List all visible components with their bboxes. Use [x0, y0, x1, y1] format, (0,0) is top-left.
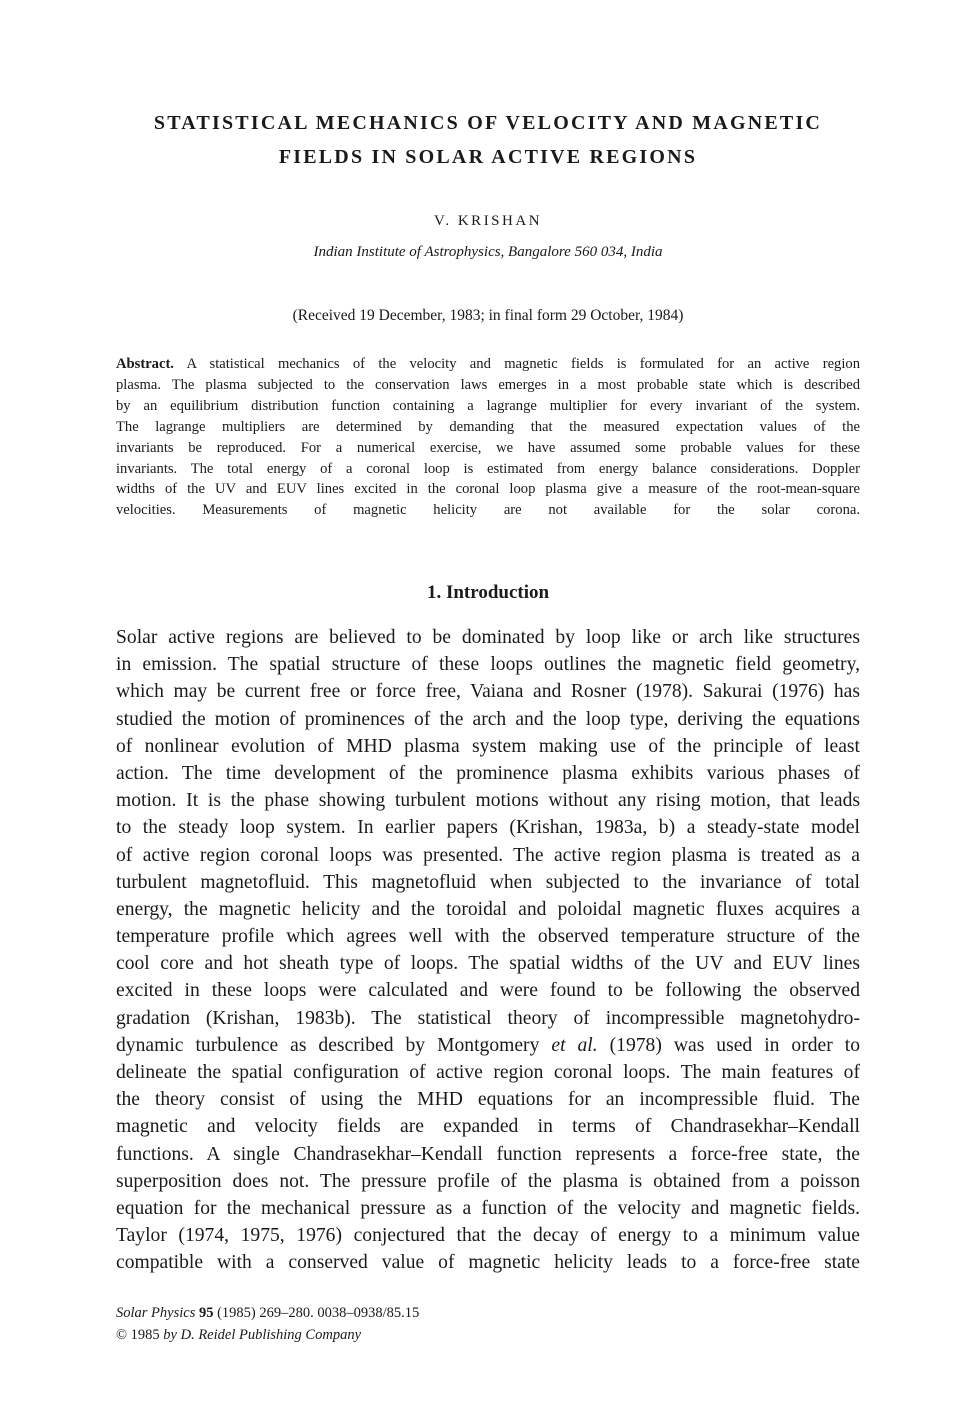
body-text: (1978) was used in order to [597, 1034, 860, 1056]
abstract-text-5: invariants be reproduced. For a numerical exercise, we have assumed some probable values for these [116, 439, 860, 456]
body-line: compatible with a conserved value of magnetic helicity leads to a force-free state [116, 1252, 860, 1274]
body-line: in emission. The spatial structure of these loops outlines the magnetic field geometry, [116, 654, 860, 676]
title-line-2: FIELDS IN SOLAR ACTIVE REGIONS [278, 146, 698, 168]
body-line: functions. A single Chandrasekhar–Kendall function represents a force-free state, the [116, 1143, 860, 1165]
body-line: Solar active regions are believed to be dominated by loop like or arch like structures [116, 627, 860, 648]
abstract-text-4: The lagrange multipliers are determined by demanding that the measured expectation values of the [116, 418, 860, 435]
page-footer [116, 1302, 860, 1346]
abstract-text-8: velocities. Measurements of magnetic helicity are not available for the solar corona. [116, 502, 860, 519]
abstract-text-1: A statistical mechanics of the velocity and magnetic fields is formulated for an active region [173, 356, 860, 372]
introduction-body [116, 624, 860, 1277]
body-line: equation for the mechanical pressure as a function of the velocity and magnetic fields. [116, 1197, 860, 1219]
body-line: Taylor (1974, 1975, 1976) conjectured that the decay of energy to a minimum value [116, 1225, 860, 1247]
body-line: energy, the magnetic helicity and the toroidal and poloidal magnetic fluxes acquires a [116, 898, 860, 920]
body-italic-et-al: et al. [551, 1034, 598, 1056]
journal-citation [116, 1302, 860, 1324]
author-affiliation: Indian Institute of Astrophysics, Bangalore 560 034, India [313, 244, 663, 260]
body-line: gradation (Krishan, 1983b). The statistical theory of incompressible magnetohydro- [116, 1007, 860, 1029]
body-line: which may be current free or force free, Vaiana and Rosner (1978). Sakurai (1976) has [116, 681, 860, 703]
abstract-first-line [116, 354, 860, 375]
body-line: temperature profile which agrees well with the observed temperature structure of the [116, 926, 860, 948]
paper-title [116, 106, 860, 174]
author-name: V. KRISHAN [433, 213, 543, 229]
abstract-text-6: invariants. The total energy of a coronal loop is estimated from energy balance considerations. Doppler [116, 460, 860, 477]
abstract [116, 354, 860, 521]
abstract-text-3: by an equilibrium distribution function containing a lagrange multiplier for every invariant of the system. [116, 397, 860, 414]
body-line: excited in these loops were calculated and were found to be following the observed [116, 980, 860, 1002]
copyright-line [116, 1324, 860, 1346]
body-line: magnetic and velocity fields are expanded in terms of Chandrasekhar–Kendall [116, 1116, 860, 1138]
body-line: the theory consist of using the MHD equations for an incompressible fluid. The [116, 1089, 860, 1111]
body-line: of active region coronal loops was presented. The active region plasma is treated as a [116, 844, 860, 866]
copyright-year: © 1985 [116, 1327, 164, 1343]
journal-volume: 95 [198, 1305, 214, 1321]
body-line: superposition does not. The pressure profile of the plasma is obtained from a poisson [116, 1170, 860, 1192]
abstract-text-7: widths of the UV and EUV lines excited in the coronal loop plasma give a measure of the root-mean-square [116, 481, 860, 498]
publisher-name: by D. Reidel Publishing Company [163, 1327, 362, 1343]
body-text: dynamic turbulence as described by Montgomery [116, 1034, 540, 1056]
body-line: studied the motion of prominences of the arch and the loop type, deriving the equations [116, 708, 860, 730]
body-line: motion. It is the phase showing turbulent motions without any rising motion, that leads [116, 790, 860, 812]
received-dates: (Received 19 December, 1983; in final form 29 October, 1984) [292, 307, 684, 324]
body-line: of nonlinear evolution of MHD plasma system making use of the principle of least [116, 735, 860, 757]
body-line: turbulent magnetofluid. This magnetofluid when subjected to the invariance of total [116, 871, 860, 893]
body-line: action. The time development of the prominence plasma exhibits various phases of [116, 762, 860, 784]
journal-name: Solar Physics [116, 1305, 196, 1321]
journal-pages: (1985) 269–280. 0038–0938/85.15 [213, 1305, 420, 1321]
abstract-label: Abstract. [116, 356, 174, 372]
abstract-text-2: plasma. The plasma subjected to the conservation laws emerges in a most probable state which is described [116, 376, 860, 393]
section-heading-introduction: 1. Introduction [426, 582, 550, 603]
body-line: delineate the spatial configuration of active region coronal loops. The main features of [116, 1062, 860, 1083]
body-line: cool core and hot sheath type of loops. The spatial widths of the UV and EUV lines [116, 953, 860, 975]
body-line: to the steady loop system. In earlier papers (Krishan, 1983a, b) a steady-state model [116, 817, 860, 839]
title-line-1: STATISTICAL MECHANICS OF VELOCITY AND MAGNETIC [153, 112, 823, 134]
body-line-with-citation [116, 1032, 860, 1059]
